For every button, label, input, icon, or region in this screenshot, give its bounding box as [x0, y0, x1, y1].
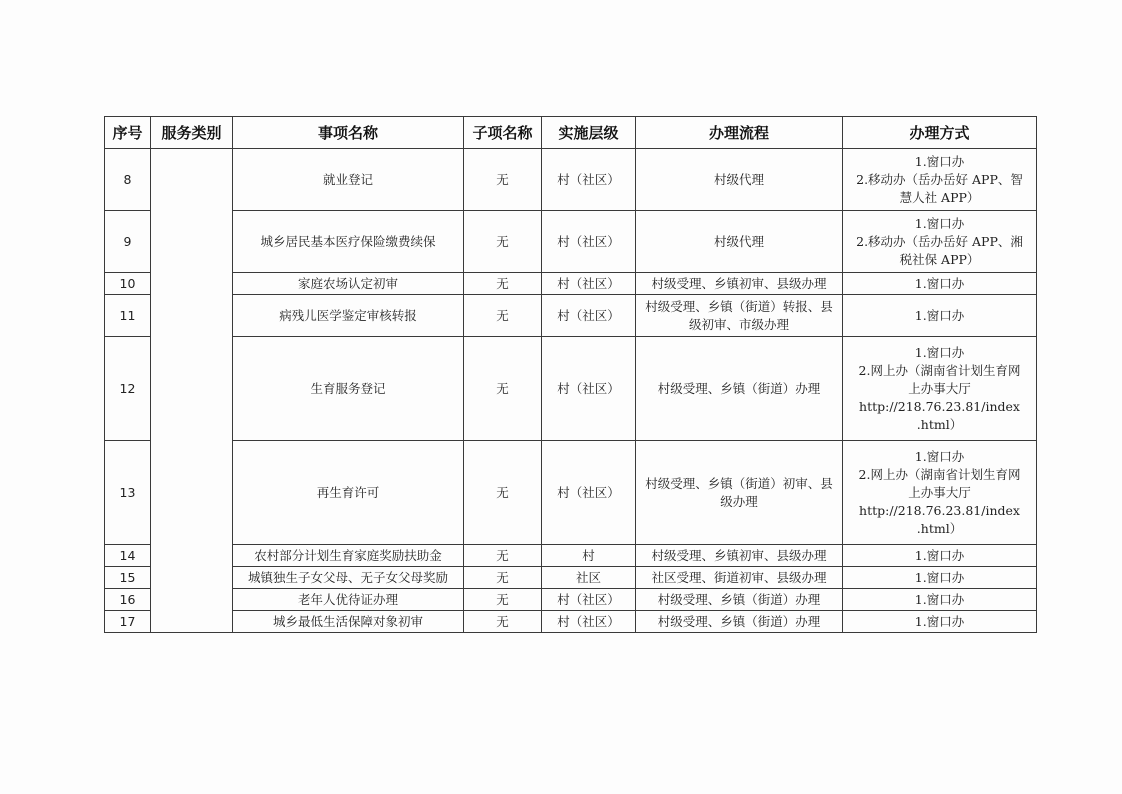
method-line: 慧人社 APP）: [899, 189, 980, 205]
row-method: [843, 149, 1037, 211]
method-line: 1.窗口办: [914, 569, 965, 585]
method-line: 2.移动办（岳办岳好 APP、智: [856, 171, 1023, 187]
method-line: 1.窗口办: [914, 448, 965, 464]
table-row: [105, 441, 1037, 545]
row-item-name: 老年人优待证办理: [233, 589, 464, 611]
row-sub-item: 无: [464, 211, 542, 273]
row-process: 村级受理、乡镇初审、县级办理: [636, 545, 843, 567]
header-category: 服务类别: [151, 117, 233, 149]
method-line: .html）: [916, 416, 963, 432]
row-method: [843, 567, 1037, 589]
row-level: 村: [542, 545, 636, 567]
row-sub-item: 无: [464, 295, 542, 337]
row-process: 村级代理: [636, 211, 843, 273]
row-seq: 12: [105, 337, 151, 441]
table-row: [105, 149, 1037, 211]
row-process: 村级受理、乡镇（街道）办理: [636, 611, 843, 633]
method-line: 上办事大厅: [908, 380, 971, 396]
row-process: 村级受理、乡镇（街道）办理: [636, 337, 843, 441]
row-sub-item: 无: [464, 567, 542, 589]
method-line: .html）: [916, 520, 963, 536]
row-process: 村级受理、乡镇（街道）初审、县级办理: [636, 441, 843, 545]
header-seq: 序号: [105, 117, 151, 149]
row-item-name: 就业登记: [233, 149, 464, 211]
header-method: 办理方式: [843, 117, 1037, 149]
table-row: [105, 273, 1037, 295]
row-process: 村级受理、乡镇（街道）办理: [636, 589, 843, 611]
table-row: [105, 545, 1037, 567]
row-level: 村（社区）: [542, 295, 636, 337]
row-seq: 11: [105, 295, 151, 337]
table-row: [105, 211, 1037, 273]
row-item-name: 农村部分计划生育家庭奖励扶助金: [233, 545, 464, 567]
row-item-name: 城乡居民基本医疗保险缴费续保: [233, 211, 464, 273]
row-process: 村级代理: [636, 149, 843, 211]
table-row: [105, 567, 1037, 589]
row-seq: 15: [105, 567, 151, 589]
method-line: http://218.76.23.81/index: [859, 398, 1020, 414]
table-header-row: [105, 117, 1037, 149]
row-seq: 14: [105, 545, 151, 567]
method-line: 2.网上办（湖南省计划生育网: [858, 466, 1021, 482]
row-item-name: 生育服务登记: [233, 337, 464, 441]
header-process: 办理流程: [636, 117, 843, 149]
table-row: [105, 589, 1037, 611]
method-line: 2.移动办（岳办岳好 APP、湘: [856, 233, 1023, 249]
row-seq: 17: [105, 611, 151, 633]
row-sub-item: 无: [464, 149, 542, 211]
table-row: [105, 337, 1037, 441]
row-item-name: 病残儿医学鉴定审核转报: [233, 295, 464, 337]
table-row: [105, 611, 1037, 633]
row-item-name: 再生育许可: [233, 441, 464, 545]
header-sub-item: 子项名称: [464, 117, 542, 149]
method-line: 1.窗口办: [914, 591, 965, 607]
method-line: 1.窗口办: [914, 344, 965, 360]
row-level: 村（社区）: [542, 211, 636, 273]
row-process: 社区受理、街道初审、县级办理: [636, 567, 843, 589]
row-method: [843, 589, 1037, 611]
row-method: [843, 273, 1037, 295]
header-item-name: 事项名称: [233, 117, 464, 149]
row-level: 村（社区）: [542, 273, 636, 295]
method-line: 1.窗口办: [914, 275, 965, 291]
row-item-name: 城乡最低生活保障对象初审: [233, 611, 464, 633]
table-row: [105, 295, 1037, 337]
method-line: 上办事大厅: [908, 484, 971, 500]
row-method: [843, 611, 1037, 633]
method-line: http://218.76.23.81/index: [859, 502, 1020, 518]
row-sub-item: 无: [464, 273, 542, 295]
row-process: 村级受理、乡镇（街道）转报、县级初审、市级办理: [636, 295, 843, 337]
row-sub-item: 无: [464, 441, 542, 545]
row-level: 村（社区）: [542, 589, 636, 611]
row-method: [843, 295, 1037, 337]
row-sub-item: 无: [464, 589, 542, 611]
row-method: [843, 441, 1037, 545]
row-item-name: 城镇独生子女父母、无子女父母奖励: [233, 567, 464, 589]
table-body: [105, 149, 1037, 633]
method-line: 1.窗口办: [914, 307, 965, 323]
row-level: 社区: [542, 567, 636, 589]
row-item-name: 家庭农场认定初审: [233, 273, 464, 295]
method-line: 税社保 APP）: [899, 251, 980, 267]
row-seq: 16: [105, 589, 151, 611]
row-method: [843, 211, 1037, 273]
service-table: [104, 116, 1037, 633]
method-line: 1.窗口办: [914, 215, 965, 231]
row-level: 村（社区）: [542, 611, 636, 633]
service-category-cell: [151, 149, 233, 633]
row-sub-item: 无: [464, 611, 542, 633]
row-level: 村（社区）: [542, 337, 636, 441]
method-line: 2.网上办（湖南省计划生育网: [858, 362, 1021, 378]
row-seq: 9: [105, 211, 151, 273]
row-sub-item: 无: [464, 545, 542, 567]
row-process: 村级受理、乡镇初审、县级办理: [636, 273, 843, 295]
method-line: 1.窗口办: [914, 153, 965, 169]
row-seq: 8: [105, 149, 151, 211]
method-line: 1.窗口办: [914, 547, 965, 563]
method-line: 1.窗口办: [914, 613, 965, 629]
row-level: 村（社区）: [542, 149, 636, 211]
row-method: [843, 545, 1037, 567]
row-seq: 10: [105, 273, 151, 295]
row-level: 村（社区）: [542, 441, 636, 545]
header-level: 实施层级: [542, 117, 636, 149]
row-method: [843, 337, 1037, 441]
row-seq: 13: [105, 441, 151, 545]
row-sub-item: 无: [464, 337, 542, 441]
